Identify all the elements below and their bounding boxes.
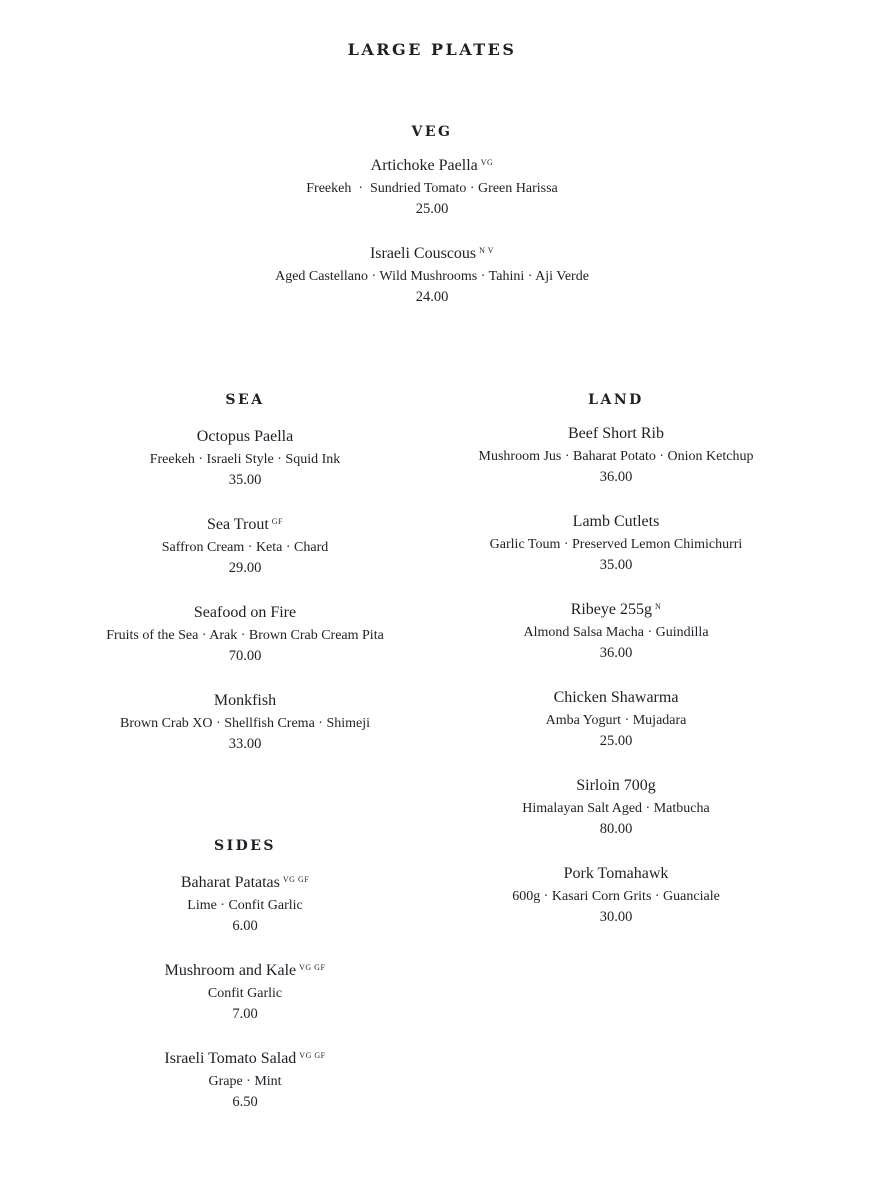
menu-item-description: Brown Crab XO · Shellfish Crema · Shimeji	[119, 716, 371, 731]
menu-item-description: Grape · Mint	[208, 1074, 282, 1089]
menu-item-name	[466, 864, 766, 884]
menu-item-name-text: Beef Short Rib	[568, 425, 664, 442]
menu-item	[466, 864, 766, 928]
dietary-tag: VG GF	[299, 963, 326, 972]
menu-item-name	[95, 427, 395, 447]
menu-item-name-text: Artichoke Paella	[370, 157, 478, 174]
menu-item-name	[466, 424, 766, 444]
menu-item-name-text: Monkfish	[213, 692, 277, 709]
dietary-tag: N V	[479, 246, 495, 255]
menu-item-name-text: Israeli Tomato Salad	[164, 1050, 297, 1067]
menu-item	[95, 691, 395, 755]
menu-item-name-text: Pork Tomahawk	[563, 865, 669, 882]
menu-item-price: 36.00	[599, 645, 633, 661]
dietary-tag: N	[655, 602, 662, 611]
menu-item-name	[95, 691, 395, 711]
menu-item-description: Saffron Cream · Keta · Chard	[161, 540, 329, 555]
section-sea	[95, 427, 395, 755]
menu-item-description: Mushroom Jus · Baharat Potato · Onion Ketchup	[478, 449, 754, 464]
menu-item-price: 35.00	[228, 472, 262, 488]
menu-item-description: Amba Yogurt · Mujadara	[545, 713, 687, 728]
menu-item-name	[272, 244, 592, 264]
menu-item-name-text: Lamb Cutlets	[572, 513, 660, 530]
menu-item-description: Almond Salsa Macha · Guindilla	[523, 625, 709, 640]
menu-item-price: 6.50	[232, 1094, 258, 1110]
section-veg	[272, 156, 592, 308]
dietary-tag: VG GF	[282, 875, 310, 884]
menu-item	[466, 600, 766, 664]
menu-item-price: 30.00	[599, 909, 633, 925]
menu-item	[272, 244, 592, 308]
menu-item	[466, 688, 766, 752]
menu-item-name	[466, 776, 766, 796]
menu-item	[272, 156, 592, 220]
page-title: LARGE PLATES	[347, 40, 517, 59]
menu-item-name-text: Mushroom and Kale	[164, 962, 297, 979]
menu-item-price: 25.00	[415, 201, 449, 217]
menu-item-name-text: Octopus Paella	[196, 428, 294, 445]
menu-item-name-text: Ribeye 255g	[570, 601, 653, 618]
menu-item-description: Confit Garlic	[207, 986, 283, 1001]
menu-item-name	[95, 1049, 395, 1069]
menu-item-price: 80.00	[599, 821, 633, 837]
menu-item-name	[95, 961, 395, 981]
menu-item-description: Freekeh · Israeli Style · Squid Ink	[149, 452, 341, 467]
menu-item-name	[95, 603, 395, 623]
menu-item	[466, 512, 766, 576]
section-heading-sea: SEA	[225, 392, 265, 408]
menu-item-price: 29.00	[228, 560, 262, 576]
menu-item	[95, 961, 395, 1025]
section-land	[466, 424, 766, 928]
section-heading-veg: VEG	[411, 124, 453, 140]
menu-item	[95, 1049, 395, 1113]
menu-item	[466, 424, 766, 488]
menu-item	[95, 603, 395, 667]
menu-item-price: 36.00	[599, 469, 633, 485]
menu-item-name	[466, 512, 766, 532]
menu-item-price: 70.00	[228, 648, 262, 664]
menu-item-price: 7.00	[232, 1006, 258, 1022]
menu-item-price: 35.00	[599, 557, 633, 573]
section-heading-sides: SIDES	[213, 838, 277, 854]
menu-item-name-text: Seafood on Fire	[193, 604, 297, 621]
menu-item-name	[466, 688, 766, 708]
dietary-tag: VG	[480, 158, 494, 167]
menu-item-name-text: Baharat Patatas	[180, 874, 280, 891]
menu-item-price: 24.00	[415, 289, 449, 305]
menu-item-name	[95, 515, 395, 535]
section-sides	[95, 873, 395, 1113]
menu-item-name	[466, 600, 766, 620]
section-heading-land: LAND	[588, 392, 644, 408]
menu-item-name-text: Sea Trout	[206, 516, 269, 533]
menu-item-description: Freekeh · Sundried Tomato · Green Harissa	[306, 181, 558, 196]
menu-item	[95, 515, 395, 579]
menu-item-description: Aged Castellano · Wild Mushrooms · Tahini · Aji Verde	[275, 269, 589, 284]
menu-item-price: 6.00	[232, 918, 258, 934]
dietary-tag: GF	[271, 517, 284, 526]
menu-item-name-text: Chicken Shawarma	[553, 689, 679, 706]
menu-item-name-text: Israeli Couscous	[369, 245, 477, 262]
dietary-tag: VG GF	[299, 1051, 326, 1060]
menu-item-description: Himalayan Salt Aged · Matbucha	[522, 801, 710, 816]
menu-item-description: Lime · Confit Garlic	[187, 898, 303, 913]
menu-item-description: Fruits of the Sea · Arak · Brown Crab Cream Pita	[106, 628, 384, 643]
menu-item-price: 25.00	[599, 733, 633, 749]
menu-item-description: Garlic Toum · Preserved Lemon Chimichurri	[489, 537, 743, 552]
menu-item	[95, 873, 395, 937]
menu-item-price: 33.00	[228, 736, 262, 752]
menu-item-name	[272, 156, 592, 176]
menu-item-name	[95, 873, 395, 893]
menu-item	[466, 776, 766, 840]
menu-item-description: 600g · Kasari Corn Grits · Guanciale	[512, 889, 720, 904]
menu-item	[95, 427, 395, 491]
menu-item-name-text: Sirloin 700g	[576, 777, 656, 794]
